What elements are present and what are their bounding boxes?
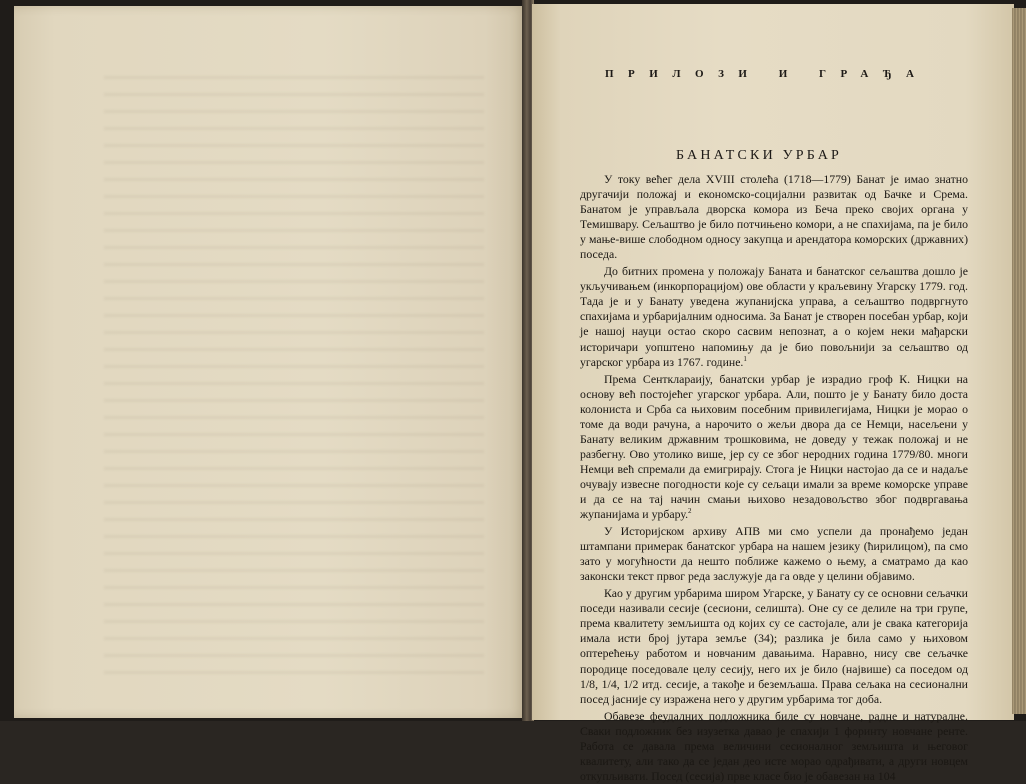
paragraph-5: Као у другим урбарима широм Угарске, у Банату су се основни сељачки поседи називали сесије (сесиони, селишта). Оне су се делиле на три групе, према квалитету земљишта од којих су се састојале, али је свака категорија имала исти број јутара земље (34); разлика је била само у њиховом оптерећењу работом и новчаним давањима. Наравно, нису све сељачке породице поседовале целу сесију, него их је било (највише) са поседом од 1/8, 1/4, 1/2 итд. сесије, а такође и беземљаша. Права сељака на сесионални посед јасније су изражена него у другим урбарима тог доба.: [580, 586, 968, 706]
left-page-blank: [14, 6, 526, 718]
paragraph-3: Према Сентклараију, банатски урбар је израдио гроф К. Ницки на основу већ постојећег угарског урбара. Али, пошто је у Банату било доста колониста и Срба са њиховим посебним привилегијама, Ницки је морао о томе да води рачуна, а нарочито о жељи двора да се Немци, насељени у Банату великим државним трошковима, не доведу у тежак положај и не разбегну. Ово утолико више, јер су се због неродних година 1779/80. многи Немци већ спремали да емигрирају. Стога је Ницки настојао да се и надаље очувају извесне погодности које су сељаци имали за време коморске управе и да се на тај начин смањи њихово незадовољство због подвргавања жупанијама и урбару.$^2$: [580, 371, 968, 522]
footnote-mark-1: 1: [743, 354, 747, 363]
running-head: ПРИЛОЗИ И ГРАЂА: [605, 68, 929, 80]
paragraph-1: У току већег дела XVIII столећа (1718—1779) Банат је имао знатно другачији положај и економско-социјални развитак од Бачке и Срема. Банатом је управљала дворска комора из Беча преко својих органа у Темишвару. Сељаштво је било потчињено комори, а не спахијама, па је било у мање-више слободном односу закупца и арендатора коморских (државних) поседа.: [580, 172, 968, 262]
paragraph-2: До битних промена у положају Баната и банатског сељаштва дошло је укључивањем (инкорпорацијом) ове области у краљевину Угарску 1779. год. Тада је и у Банату уведена жупанијска управа, а сељаштво подвргнуто спахијама и урбаријалним односима. За Банат је створен посебан урбар, који је нашој науци остао скоро сасвим непознат, а о којем неки мађарски историчари уопштено напомињу да је био повољнији за сељаштво од угарског урбара из 1767. године.$^1$: [580, 264, 968, 369]
paragraph-4: У Историјском архиву АПВ ми смо успели да пронађемо један штампани примерак банатског урбара на нашем језику (ћирилицом), па смо зато у могућности да нешто поближе кажемо о њему, а сматрамо да као законски текст првог реда заслужује да га овде у целини објавимо.: [580, 524, 968, 584]
paragraph-6: Обавезе феудалних подложника биле су новчане, радне и натуралне. Сваки подложник без изузетка давао је спахији 1 форинту новчане ренте. Работа се давала према величини сесионалног земљишта и његовог квалитету, али тако да се један део исте морао одрађивати, а други новцем откупљивати. Посед (сесија) прве класе био је обавезан на 104: [580, 708, 968, 783]
footnote-mark-2: 2: [688, 507, 692, 516]
bleed-through-text: [104, 76, 484, 676]
page-edges: [1012, 8, 1026, 714]
article-body: [580, 172, 968, 784]
article-title: БАНАТСКИ УРБАР: [676, 148, 843, 163]
